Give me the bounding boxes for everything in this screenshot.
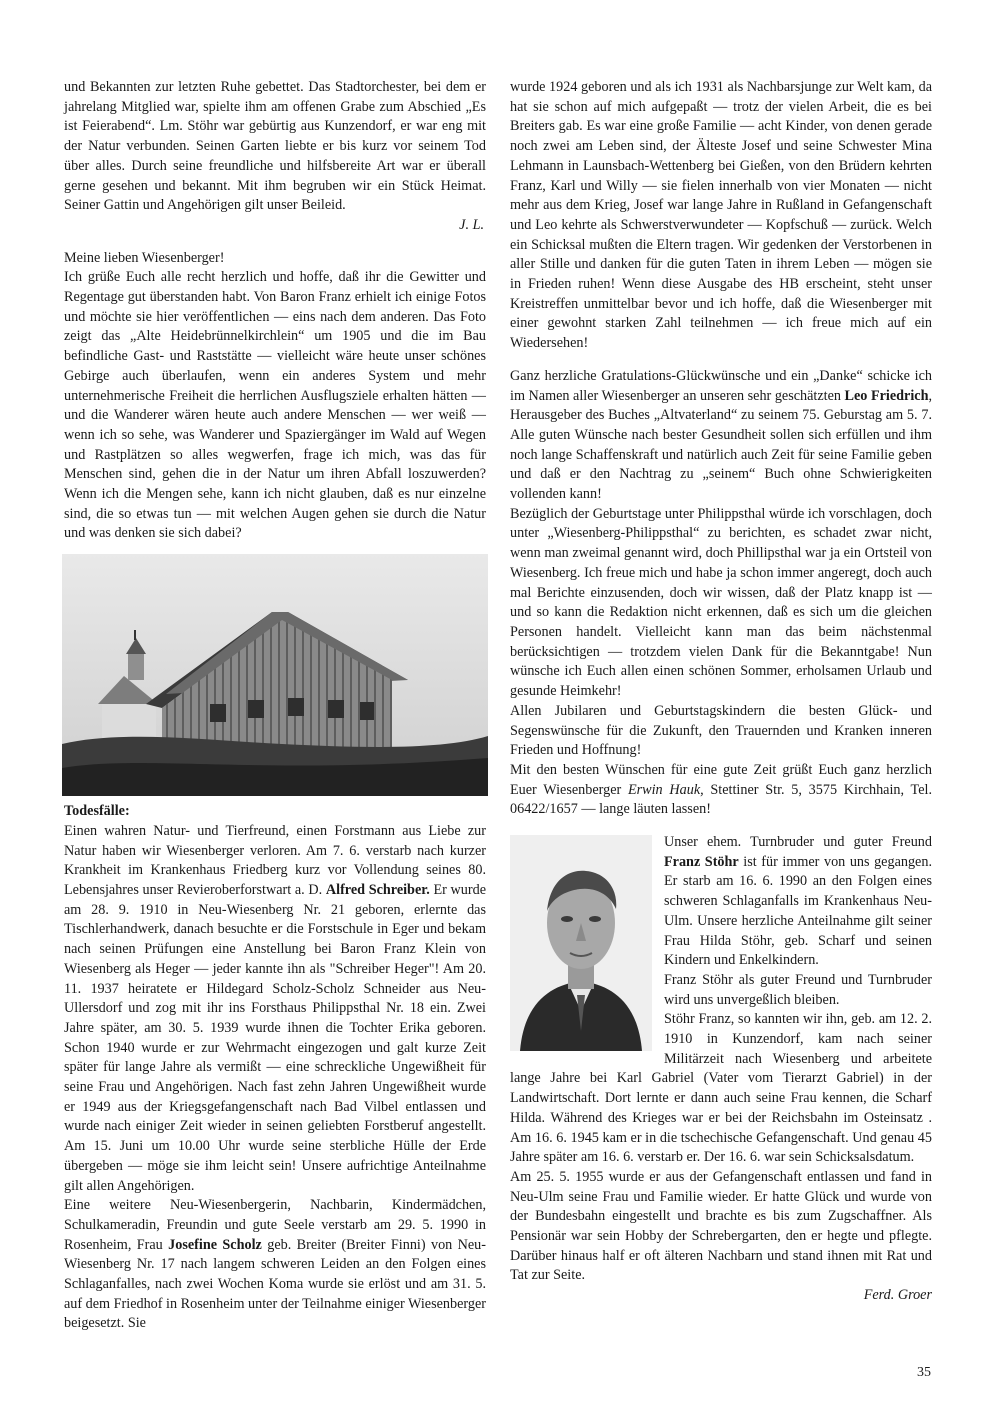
paragraph: Stöhr Franz, so kannten wir ihn, geb. am 12. 2. 1910 in Kunzendorf, kam nach seiner Militärzeit nach Wiesenberg und arbeitete lange Jahre bei Karl Gabriel (Vater vom Tierarzt Gabriel) in der Landwirtschaft. Dort lernte er dann auch seine Frau kennen, die Scharf Hilda. Während des Krieges war er bei der Reichsbahn im Osteinsatz . Am 16. 6. 1945 kam er in die tschechische Gefangenschaft. Und genau 45 Jahre später am 16. 6. verstarb er. Der 16. 6. war sein Schicksalsdatum.: [510, 1011, 932, 1166]
paragraph: [64, 78, 486, 236]
author-signature: Ferd. Groer: [863, 1287, 932, 1304]
chapel-and-inn-photo: [62, 554, 488, 796]
deaths-heading: Todesfälle:: [64, 803, 130, 820]
paragraph: Am 25. 5. 1955 wurde er aus der Gefangenschaft entlassen und fand in Neu-Ulm seine Frau und Familie wieder. Er hatte Glück und wurde von der Bundesbahn eingestellt und brachte es bis zum Zugschaffner. Als Pensionär war sein Hobby der Schrebergarten, den er hegte und pflegte. Darüber hinaus half er oft älteren Nachbarn und stand ihnen mit Rat und Tat zur Seite.: [510, 1168, 932, 1284]
obituary-continuation-text: und Bekannten zur letzten Ruhe gebettet. Das Stadtorchester, bei dem er jahrelang Mitglied war, spielte ihm am offenen Grabe zum Abschied „Es ist Feierabend“. Lm. Stöhr war gebürtig aus Kunzendorf, er war eng mit der Natur verbunden. Seinen Garten liebte er bis kurz vor seinem Tod über alles. Durch seine freundliche und hilfsbereite Art war er überall gerne gesehen und bekannt. Mit ihm begruben wir ein Stück Heimat. Seiner Gattin und Angehörigen gilt unser Beileid.: [64, 79, 486, 214]
paragraph: Mit den besten Wünschen für eine gute Zeit grüßt Euch ganz herzlich Euer Wiesenberger Erwin Hauk, Stettiner Str. 5, 3575 Kirchhain, Tel. 06422/1657 — lange läuten lassen!: [510, 761, 933, 818]
person-name: Leo Friedrich: [844, 387, 929, 404]
person-name: Erwin Hauk,: [627, 781, 704, 798]
paragraph: Ganz herzliche Gratulations-Glückwünsche und ein „Danke“ schicke ich im Namen aller Wiesenberger an unseren sehr geschätzten Leo Friedrich, Herausgeber des Buches „Altvaterland“ zu seinem 75. Geburstag am 5. 7. Alle guten Wünsche nach bester Gesundheit sollen sich erfüllen und ihm noch lange Schaffenskraft und natürlich auch Zeit für seine Familie geben und daß er den Nachtrag zu „seinem“ Buch ohne Schwierigkeiten vollenden kann!: [510, 367, 933, 503]
left-column: [64, 78, 486, 1334]
paragraph: Eine weitere Neu-Wiesenbergerin, Nachbarin, Kindermädchen, Schulkameradin, Freundin und gute Seele verstarb am 29. 5. 1990 in Rosenheim, Frau Josefine Scholz geb. Breiter (Breiter Finni) von Neu-Wiesenberg Nr. 17 nach langem schweren Leiden an den Folgen eines Schlaganfalles, nach zwei Wochen Koma wurde sie erlöst und am 31. 5. auf dem Friedhof in Rosenheim unter der Teilnahme einiger Wiesenberger beigesetzt. Sie: [64, 1197, 487, 1332]
paragraph: Allen Jubilaren und Geburtstagskindern die besten Glück- und Segenswünsche für die Zukunft, den Trauernden und Kranken inneren Frieden und Hoffnung!: [510, 702, 932, 759]
person-name: Alfred Schreiber.: [325, 881, 430, 898]
person-name: Franz Stöhr: [664, 853, 739, 870]
initials-line: [64, 216, 486, 236]
greeting: Meine lieben Wiesenberger!: [64, 249, 225, 266]
paragraph: Ich grüße Euch alle recht herzlich und hoffe, daß ihr die Gewitter und Regentage gut überstanden habt. Von Baron Franz erhielt ich einige Fotos und möchte sie hier veröffentlichen — eins nach dem anderen. Das Foto zeigt das „Alte Heidebrünnelkirchlein“ um 1905 und die im Bau befindliche Gast- und Raststätte — vielleicht wäre heute unser schönes Gebirge auch überlaufen, wenn ein anderes System und mehr unternehmerische Freiheit die herrlichen Ausflugsziele erhalten hätten — und die Wanderer wären heute auch andere Menschen — wer weiß — wenn ich so sehe, was Wanderer und Spaziergänger im Wald auf Wegen und Rastplätzen so alles wegwerfen, frage ich mich, was das für Menschen sind, gehen die in der Natur um ihren Abfall loszuwerden? Wenn ich die Mengen sehe, kann ich nicht glauben, daß es nur einzelne sind, die so etwas tun — mit welchen Augen gehen sie durch die Natur und was denken sie sich dabei?: [64, 269, 486, 542]
author-initials: J. L.: [459, 216, 484, 233]
portrait-photo: [510, 835, 652, 1051]
paragraph: Einen wahren Natur- und Tierfreund, einen Forstmann aus Liebe zur Natur haben wir Wiesenberger verloren. Am 7. 6. verstarb nach kurzer Krankheit im Krankenhaus Friedberg kurz vor Vollendung seines 80. Lebensjahres unser Revieroberforstwart a. D. Alfred Schreiber. Er wurde am 28. 9. 1910 in Neu-Wiesenberg Nr. 21 geboren, erlernte das Tischlerhandwerk, danach besuchte er die Forstschule in Eger und bekam nach seinen Prüfungen eine Anstellung bei Baron Franz Klein von Wiesenberg als Heger — jeder kannte ihn als "Schreiber Heger"! Am 20. 11. 1937 heiratete er Hildegard Scholz-Scholz Schneider aus Neu-Ullersdorf und zog mit ihr ins Forsthaus Philippsthal Nr. 18 ein. Zwei Jahre später, am 30. 5. 1939 wurde ihnen die Tochter Erika geboren. Schon 1940 wurde er zur Wehrmacht eingezogen und galt kurze Zeit später für lange Jahre als vermißt — eine schreckliche Ungewißheit für seine Frau und Angehörigen. Nach fast zehn Jahren Ungewißheit wurde er 1949 aus der Kriegsgefangenschaft nach Bad Vilbel entlassen und wurde nach einiger Zeit wieder in seinen geliebten Forstberuf angestellt. Am 15. Juni um 10.00 Uhr wurde seine sterbliche Hülle der Erde übergeben — möge sie ihm leicht sein! Unsere aufrichtige Anteilnahme gilt allen Angehörigen.: [64, 822, 487, 1194]
paragraph: Franz Stöhr als guter Freund und Turnbruder wird uns unvergeßlich bleiben.: [664, 971, 932, 1008]
paragraph: Unser ehem. Turnbruder und guter Freund Franz Stöhr ist für immer von uns gegangen. Er starb am 16. 6. 1990 an den Folgen eines schweren Schlaganfalls im Krankenhaus Neu-Ulm. Unsere herzliche Anteilnahme gilt seiner Frau Hilda Stöhr, geb. Scharf und seinen Kindern und Enkelkindern.: [664, 834, 932, 969]
paragraph: Bezüglich der Geburtstage unter Philippsthal würde ich vorschlagen, doch unter „Wiesenberg-Philippsthal“ zu berichten, es schadet zwar nicht, wenn man zweimal genannt wird, doch Phillipsthal war ja ein Ortsteil von Wiesenberg. Ich freue mich und habe ja schon immer angeregt, doch auch mal Berichte einzusenden, doch wir wissen, daß der Platz knapp ist — und so kann die Redaktion nicht erkennen, daß es sich um die gleichen Personen handelt. Vielleicht kann man das beim nächstenmal berücksichtigen — trotzdem vielen Dank für die Bekanntgabe! Nun wünsche ich Euch allen einen schönen Sommer, erholsamen Urlaub und gesunde Heimkehr!: [510, 505, 932, 700]
page-number: 35: [917, 1365, 931, 1380]
person-name: Josefine Scholz: [168, 1236, 262, 1253]
paragraph: wurde 1924 geboren und als ich 1931 als Nachbarsjunge zur Welt kam, da hat sie schon auf mich aufgepaßt — trotz der vielen Arbeit, die es bei Breiters gab. Es war eine große Familie — acht Kinder, von denen gerade noch zwei am Leben sind, der Älteste Josef und seine Schwester Mina Lehmann in Launsbach-Wettenberg bei Gießen, von den Brüdern kehrten Franz, Karl und Willy — sie fielen innerhalb von vier Monaten — nicht mehr aus dem Krieg, Josef war lange Jahre in Rußland in Gefangenschaft und Leo kehrte als Schwerstverwundeter — Kopfschuß — zurück. Welch ein Schicksal mußten die Eltern tragen. Wir gedenken der Verstorbenen in aller Stille und danken für die guten Taten in ihrem Leben — mögen sie in Frieden ruhen! Wenn diese Ausgabe des HB erscheint, steht unser Kreistreffen unmittelbar bevor und ich hoffe, daß die Wiesenberger mit einer gewohnt starken Zahl teilnehmen — ich freue mich auf ein Wiedersehen!: [510, 79, 932, 352]
right-column: [510, 78, 932, 1306]
